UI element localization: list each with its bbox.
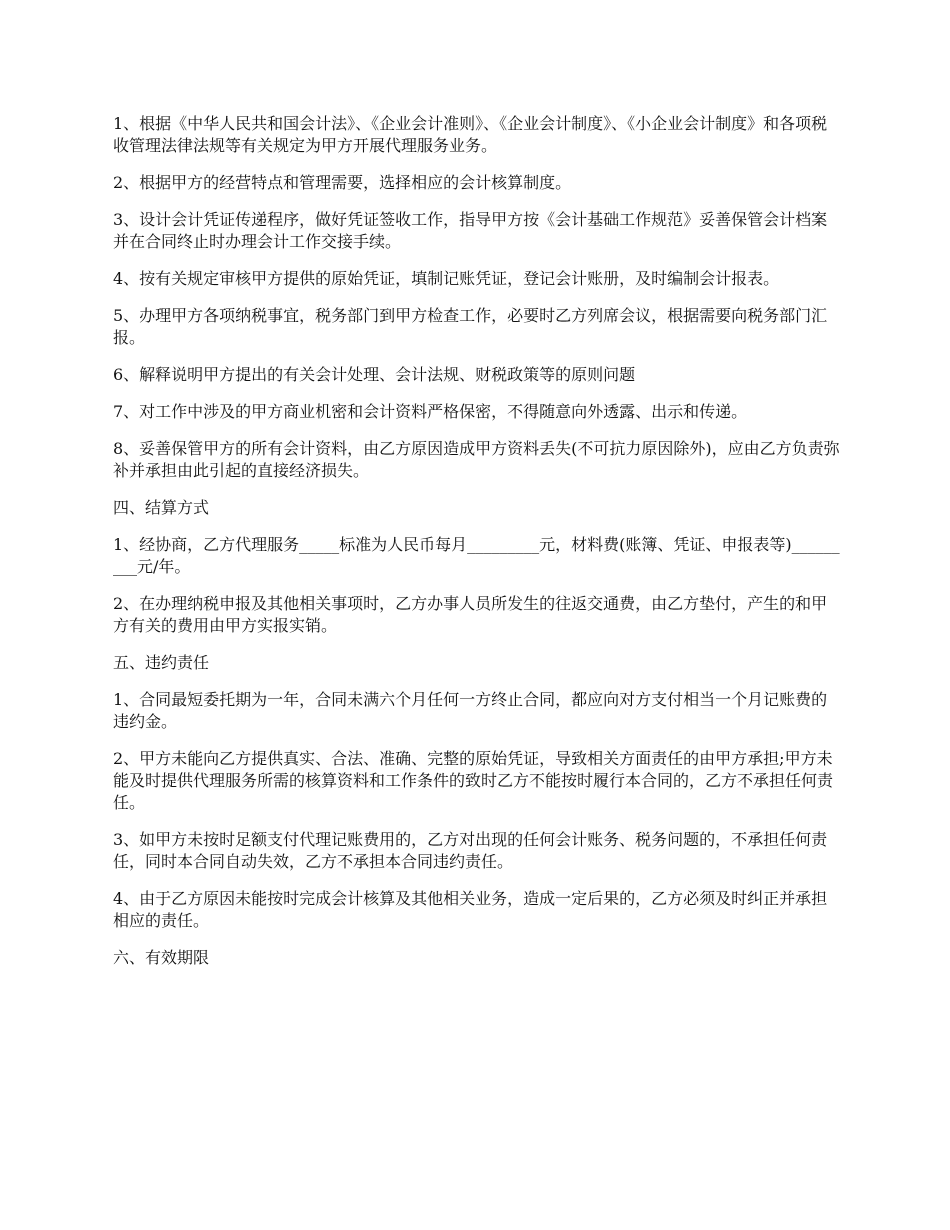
clause-paragraph: 2、在办理纳税申报及其他相关事项时，乙方办事人员所发生的往返交通费，由乙方垫付，产生的和甲方有关的费用由甲方实报实销。 [113, 594, 828, 635]
clause-paragraph: 2、根据甲方的经营特点和管理需要，选择相应的会计核算制度。 [113, 173, 572, 192]
clause-paragraph: 4、按有关规定审核甲方提供的原始凭证，填制记账凭证，登记会计账册，及时编制会计报表。 [113, 269, 780, 288]
clause-paragraph: 5、办理甲方各项纳税事宜，税务部门到甲方检查工作，必要时乙方列席会议，根据需要向税务部门汇报。 [113, 306, 828, 347]
clause-paragraph: 8、妥善保管甲方的所有会计资料，由乙方原因造成甲方资料丢失(不可抗力原因除外)，应由乙方负责弥补并承担由此引起的直接经济损失。 [113, 439, 840, 480]
clause-paragraph: 2、甲方未能向乙方提供真实、合法、准确、完整的原始凭证，导致相关方面责任的由甲方承担;甲方未能及时提供代理服务所需的核算资料和工作条件的致时乙方不能按时履行本合同的，乙方不承担任何责任。 [113, 749, 834, 812]
clause-paragraph: 7、对工作中涉及的甲方商业机密和会计资料严格保密，不得随意向外透露、出示和传递。 [113, 402, 748, 421]
clause-paragraph: 3、设计会计凭证传递程序，做好凭证签收工作，指导甲方按《会计基础工作规范》妥善保管会计档案并在合同终止时办理会计工作交接手续。 [113, 210, 828, 251]
clause-paragraph: 3、如甲方未按时足额支付代理记账费用的，乙方对出现的任何会计账务、税务问题的，不承担任何责任，同时本合同自动失效，乙方不承担本合同违约责任。 [113, 830, 828, 871]
clause-paragraph: 1、合同最短委托期为一年，合同未满六个月任何一方终止合同，都应向对方支付相当一个月记账费的违约金。 [113, 690, 828, 731]
clause-paragraph: 1、经协商，乙方代理服务_____标准为人民币每月_________元，材料费(账簿、凭证、申报表等)_________元/年。 [113, 535, 840, 576]
section-heading: 六、有效期限 [113, 948, 210, 967]
clause-paragraph: 6、解释说明甲方提出的有关会计处理、会计法规、财税政策等的原则问题 [113, 365, 636, 384]
section-heading: 五、违约责任 [113, 653, 210, 672]
clause-paragraph: 4、由于乙方原因未能按时完成会计核算及其他相关业务，造成一定后果的，乙方必须及时纠正并承担相应的责任。 [113, 889, 828, 930]
section-heading: 四、结算方式 [113, 498, 210, 517]
document-body [113, 113, 843, 984]
clause-paragraph: 1、根据《中华人民共和国会计法》、《企业会计准则》、《企业会计制度》、《小企业会计制度》和各项税收管理法律法规等有关规定为甲方开展代理服务业务。 [113, 114, 828, 155]
